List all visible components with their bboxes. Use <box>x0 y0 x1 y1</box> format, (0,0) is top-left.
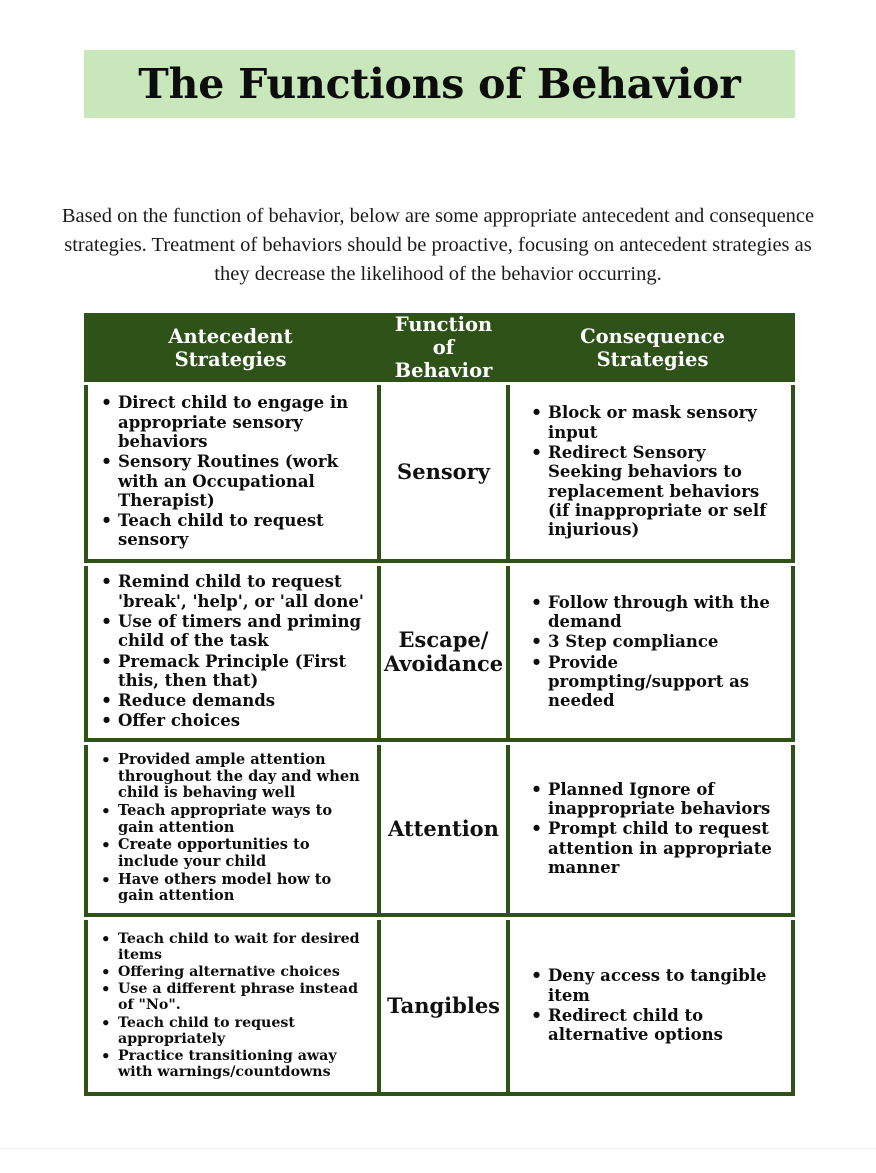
header-line-1: Consequence <box>580 324 725 348</box>
list-item: • Redirect Sensory Seeking behaviors to replacement behaviors (if inappropriate or self injurious) <box>548 443 781 539</box>
list-item: • Redirect child to alternative options <box>548 1006 781 1045</box>
list-item: • Practice transitioning away with warnings/countdowns <box>118 1048 371 1080</box>
table-row <box>84 745 795 917</box>
list-item: • Direct child to engage in appropriate sensory behaviors <box>118 393 371 451</box>
header-line-2: Strategies <box>174 347 287 371</box>
list-item: • Teach child to request sensory <box>118 511 371 550</box>
antecedent-list <box>96 752 371 906</box>
function-label-line-1: Attention <box>388 815 499 841</box>
table-row <box>84 920 795 1096</box>
list-item: • Use a different phrase instead of "No". <box>118 981 371 1013</box>
list-item: • Sensory Routines (work with an Occupational Therapist) <box>118 452 371 510</box>
consequence-list <box>526 780 781 878</box>
functions-of-behavior-table <box>84 313 795 1096</box>
cell-consequence-strategies <box>510 920 787 1092</box>
consequence-list <box>526 966 781 1045</box>
cell-antecedent-strategies <box>88 920 377 1092</box>
page-bottom-edge <box>0 1148 876 1173</box>
cell-function-of-behavior <box>377 566 510 738</box>
cell-function-of-behavior <box>377 920 510 1092</box>
header-line-2: Strategies <box>596 347 709 371</box>
function-label <box>387 994 500 1018</box>
function-label-line-1: Sensory <box>397 458 490 484</box>
page-title: The Functions of Behavior <box>138 59 741 108</box>
table-header-row <box>84 313 795 382</box>
list-item: • Teach appropriate ways to gain attention <box>118 803 371 836</box>
list-item: • Deny access to tangible item <box>548 966 781 1005</box>
header-line-1: Antecedent <box>168 324 293 348</box>
column-header-consequence-strategies <box>510 325 795 371</box>
cell-antecedent-strategies <box>88 566 377 738</box>
list-item: • Provide prompting/support as needed <box>548 653 781 711</box>
cell-consequence-strategies <box>510 385 787 559</box>
cell-antecedent-strategies <box>88 745 377 913</box>
list-item: • Follow through with the demand <box>548 593 781 632</box>
list-item: • Remind child to request 'break', 'help', or 'all done' <box>118 572 371 611</box>
column-header-function-of-behavior <box>377 313 510 382</box>
table-row <box>84 566 795 742</box>
antecedent-list <box>96 931 371 1080</box>
list-item: • Teach child to wait for desired items <box>118 931 371 963</box>
table-row <box>84 385 795 563</box>
cell-antecedent-strategies <box>88 385 377 559</box>
list-item: • Prompt child to request attention in appropriate manner <box>548 819 781 877</box>
list-item: • Offer choices <box>118 711 371 730</box>
cell-function-of-behavior <box>377 745 510 913</box>
function-label <box>388 817 499 841</box>
list-item: • Block or mask sensory input <box>548 403 781 442</box>
list-item: • Premack Principle (First this, then that) <box>118 652 371 691</box>
list-item: • Have others model how to gain attention <box>118 872 371 905</box>
function-label-line-1: Escape/ <box>398 626 489 652</box>
list-item: • 3 Step compliance <box>548 632 781 651</box>
list-item: • Offering alternative choices <box>118 964 371 980</box>
list-item: • Create opportunities to include your child <box>118 837 371 870</box>
intro-paragraph: Based on the function of behavior, below are some appropriate antecedent and consequence strategies. Treatment of behaviors should be proactive, focusing on antecedent strategies as they decrease the likelihood of the behavior occurring. <box>61 204 815 285</box>
title-banner <box>84 50 795 118</box>
list-item: • Provided ample attention throughout the day and when child is behaving well <box>118 752 371 802</box>
antecedent-list <box>96 572 371 731</box>
cell-function-of-behavior <box>377 385 510 559</box>
function-label <box>397 460 490 484</box>
cell-consequence-strategies <box>510 745 787 913</box>
header-line-1: Function <box>394 313 493 336</box>
function-label <box>384 628 503 677</box>
header-line-2: of Behavior <box>394 336 493 382</box>
list-item: • Use of timers and priming child of the task <box>118 612 371 651</box>
function-label-line-1: Tangibles <box>387 992 500 1018</box>
consequence-list <box>526 593 781 712</box>
cell-consequence-strategies <box>510 566 787 738</box>
list-item: • Reduce demands <box>118 691 371 710</box>
list-item: • Planned Ignore of inappropriate behaviors <box>548 780 781 819</box>
column-header-antecedent-strategies <box>84 325 377 371</box>
function-label-line-2: Avoidance <box>383 651 504 676</box>
consequence-list <box>526 403 781 540</box>
antecedent-list <box>96 393 371 550</box>
list-item: • Teach child to request appropriately <box>118 1015 371 1047</box>
